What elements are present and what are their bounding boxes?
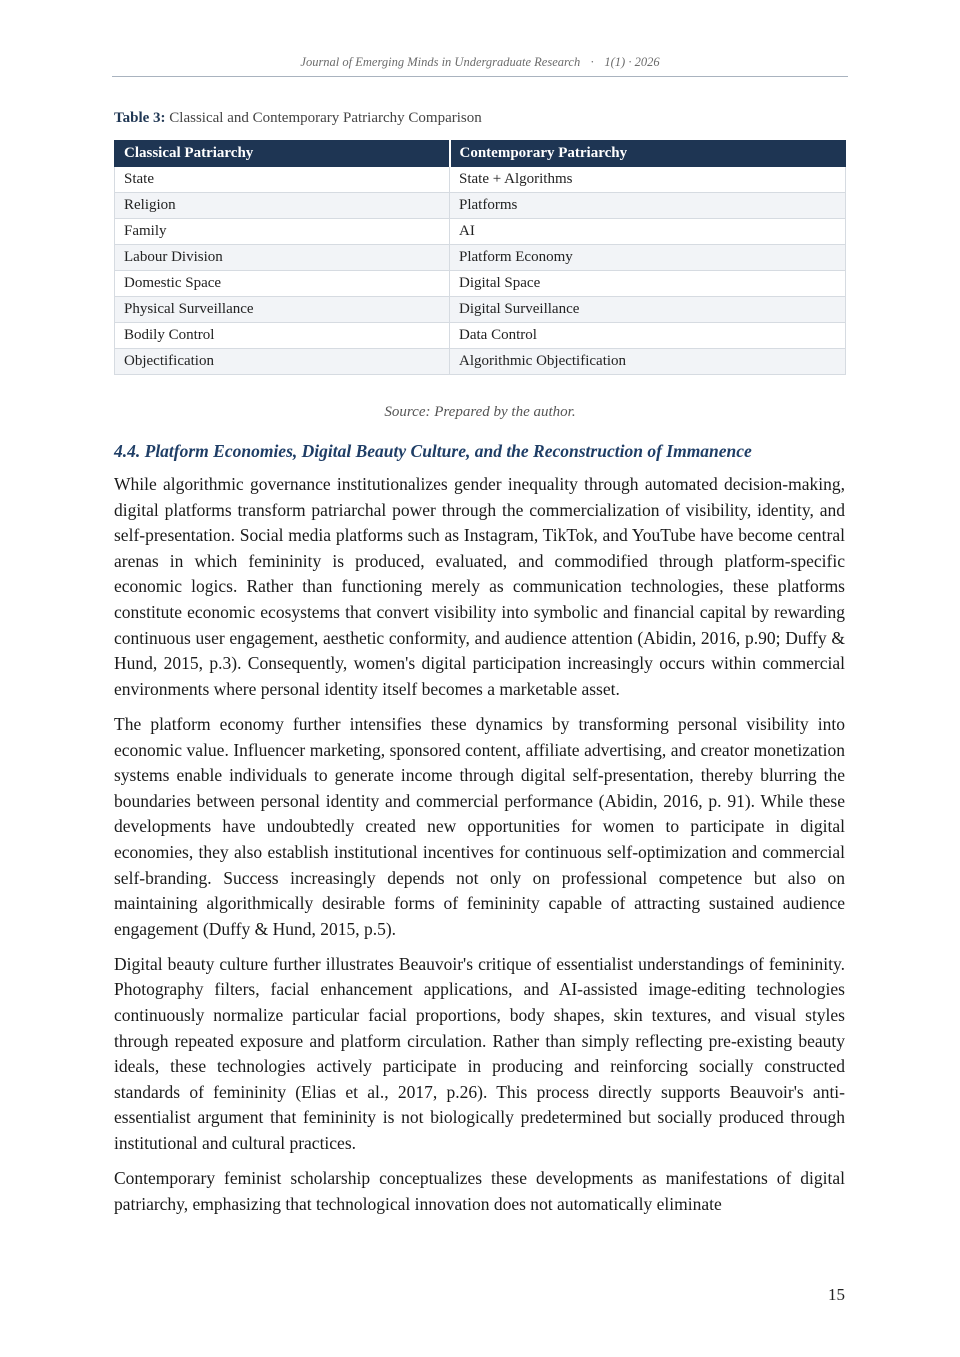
page-number: 15: [828, 1285, 845, 1304]
table-cell: Family: [115, 219, 450, 245]
table-cell: Platforms: [450, 193, 846, 219]
table-row: [115, 193, 846, 219]
header-separator: ·: [590, 55, 595, 69]
table-cell: Digital Surveillance: [450, 297, 846, 323]
header-divider: [112, 76, 848, 77]
table-row: [115, 297, 846, 323]
table-cell: Bodily Control: [115, 323, 450, 349]
table-row: [115, 349, 846, 375]
table-cell: Digital Space: [450, 271, 846, 297]
paragraph: Contemporary feminist scholarship conceptualizes these developments as manifestations of digital patriarchy, emphasizing that technological innovation does not automatically eliminate: [114, 1168, 845, 1214]
running-header: [112, 55, 848, 70]
table-cell: Religion: [115, 193, 450, 219]
table-row: [115, 219, 846, 245]
table-row: [115, 271, 846, 297]
table-cell: Physical Surveillance: [115, 297, 450, 323]
table-source-note: Source: Prepared by the author.: [384, 404, 576, 420]
patriarchy-comparison-table: [114, 140, 846, 375]
table-cell: Platform Economy: [450, 245, 846, 271]
column-header-contemporary: Contemporary Patriarchy: [450, 141, 846, 167]
table-cell: Objectification: [115, 349, 450, 375]
section-heading: 4.4. Platform Economies, Digital Beauty Culture, and the Reconstruction of Immanence: [114, 441, 752, 461]
paragraph: While algorithmic governance institutionalizes gender inequality through automated decision-making, digital platforms transform patriarchal power through the commercialization of visibility, identity, and self-presentation. Social media platforms such as Instagram, TikTok, and YouTube have become central arenas in which femininity is produced, evaluated, and commodified through platform-specific economic logics. Rather than functioning merely as communication technologies, these platforms constitute economic ecosystems that convert visibility into symbolic and financial capital by rewarding continuous user engagement, aesthetic conformity, and audience attention (Abidin, 2016, p.90; Duffy & Hund, 2015, p.3). Consequently, women's digital participation increasingly occurs within commercial environments where personal identity itself becomes a marketable asset.: [114, 474, 845, 699]
paragraph: The platform economy further intensifies these dynamics by transforming personal visibility into economic value. Influencer marketing, sponsored content, affiliate advertising, and creator monetization systems enable individuals to generate income through digital self-presentation, thereby blurring the boundaries between personal identity and commercial performance (Abidin, 2016, p. 91). While these developments have undoubtedly created new opportunities for women to participate in digital economies, they also establish institutional incentives for continuous self-optimization and commercial self-branding. Success increasingly depends not only on professional competence but also on maintaining algorithmically desirable forms of femininity capable of attracting sustained audience engagement (Duffy & Hund, 2015, p.5).: [114, 713, 845, 939]
column-header-classical: Classical Patriarchy: [115, 141, 450, 167]
table-row: [115, 245, 846, 271]
table-cell: AI: [450, 219, 846, 245]
table-caption-text: Classical and Contemporary Patriarchy Comparison: [169, 110, 482, 126]
issue-info: 1(1) · 2026: [604, 55, 660, 69]
table-cell: Data Control: [450, 323, 846, 349]
table-row: [115, 167, 846, 193]
table-row: [115, 323, 846, 349]
body-text: [114, 472, 845, 1227]
table-caption-label: Table 3:: [114, 110, 166, 126]
table-cell: State: [115, 167, 450, 193]
table-cell: Labour Division: [115, 245, 450, 271]
table-cell: State + Algorithms: [450, 167, 846, 193]
table-cell: Domestic Space: [115, 271, 450, 297]
journal-title: Journal of Emerging Minds in Undergraduate Research: [300, 55, 581, 69]
table-cell: Algorithmic Objectification: [450, 349, 846, 375]
table-caption: [114, 110, 482, 127]
paragraph: Digital beauty culture further illustrates Beauvoir's critique of essentialist understandings of femininity. Photography filters, facial enhancement applications, and AI-assisted image-editing technologies continuously normalize particular facial proportions, body shapes, skin textures, and visual styles through repeated exposure and platform circulation. Rather than simply reflecting pre-existing beauty ideals, these technologies actively participate in producing and reinforcing socially constructed standards of femininity (Elias et al., 2017, p.26). This process directly supports Beauvoir's anti-essentialist argument that femininity is not biologically predetermined but socially produced through institutional and cultural practices.: [114, 953, 845, 1154]
table-header-row: [115, 141, 846, 167]
